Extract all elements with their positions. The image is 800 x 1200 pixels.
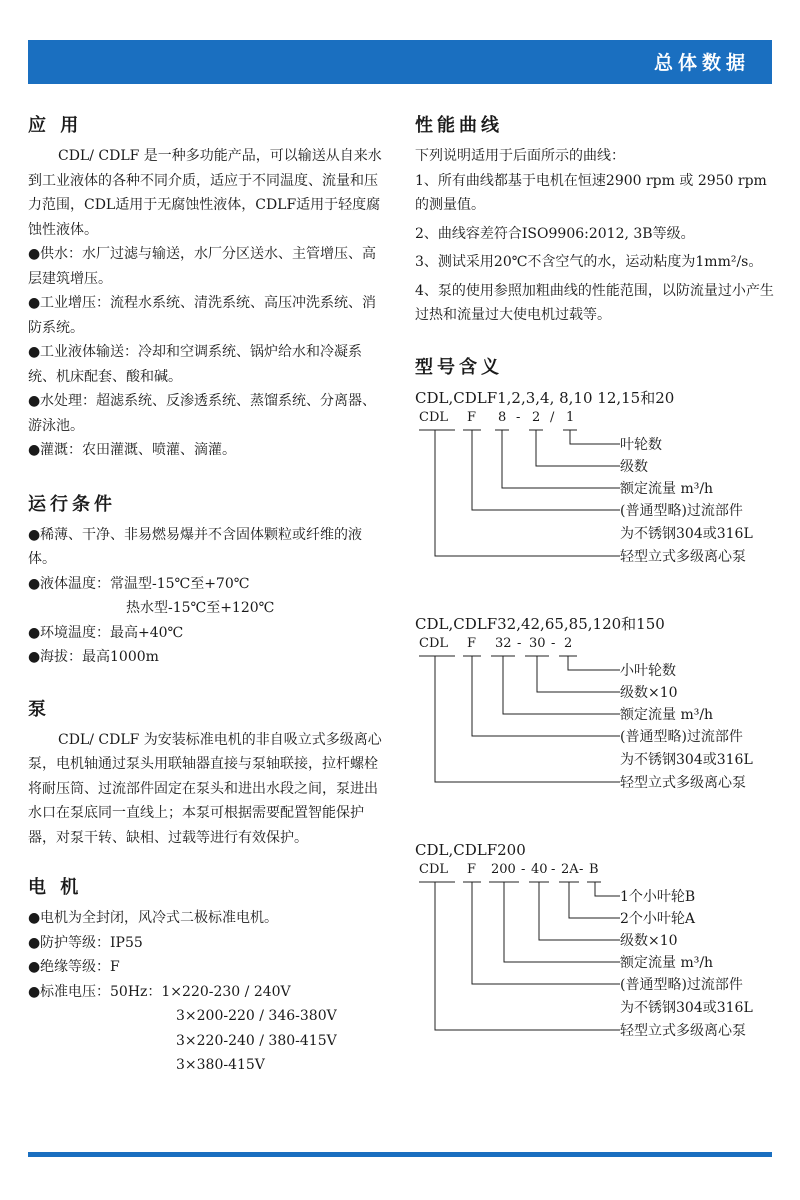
conditions-heading: 运行条件 [28,493,116,515]
code-segment: 40 [531,861,548,877]
bullet-icon: ● [28,624,41,641]
diagram-label: 为不锈钢304或316L [620,751,753,768]
list-item: ●环境温度：最高+40℃ [28,621,388,646]
list-item: ●绝缘等级：F [28,955,388,980]
list-item: ●工业液体输送：冷却和空调系统、锅炉给水和冷凝系统、机床配套、酸和碱。 [28,340,388,389]
diagram-label: 小叶轮数 [620,662,676,679]
motor-heading: 电 机 [28,877,83,898]
diagram-label: 2个小叶轮A [620,910,696,927]
list-item: ●标准电压：50Hz：1×220-230 / 240V [28,980,388,1005]
list-item: ●供水：水厂过滤与输送，水厂分区送水、主管增压、高层建筑增压。 [28,242,388,291]
diagram-label: 额定流量 m³/h [620,480,714,497]
model-subheading: CDL,CDLF1,2,3,4, 8,10 12,15和20 [415,388,675,407]
curves-heading: 性能曲线 [415,115,503,136]
footer-bar [28,1152,772,1157]
pump-heading: 泵 [28,698,50,720]
list-item: ●稀薄、干净、非易燃易爆并不含固体颗粒或纤维的液体。 [28,523,388,572]
diagram-label: 叶轮数 [620,436,662,453]
list-item: 热水型-15℃至+120℃ [126,600,275,616]
diagram-label: 轻型立式多级离心泵 [620,1022,746,1039]
code-segment: 32 [495,635,512,651]
bullet-icon: ● [28,526,41,543]
diagram-label: 为不锈钢304或316L [620,525,753,542]
code-segment: - [551,635,556,651]
list-item: ●工业增压：流程水系统、清洗系统、高压冲洗系统、消防系统。 [28,291,388,340]
list-item: ●水处理：超滤系统、反渗透系统、蒸馏系统、分离器、游泳池。 [28,389,388,438]
diagram-label: 级数 [620,458,648,475]
bullet-icon: ● [28,246,41,262]
bullet-icon: ● [28,393,41,409]
diagram-label: (普通型略)过流部件 [620,728,743,745]
bullet-icon: ● [28,983,41,1000]
left-column [28,112,388,1078]
code-segment: F [467,409,477,425]
list-item: ●灌溉：农田灌溉、喷灌、滴灌。 [28,438,388,463]
diagram-label: 级数×10 [620,684,678,701]
code-segment: - [517,635,522,651]
code-segment: CDL [419,861,449,877]
code-segment: CDL [419,635,449,651]
model-subheading: CDL,CDLF32,42,65,85,120和150 [415,614,665,633]
code-segment: 2 [532,409,541,425]
curves-intro: 下列说明适用于后面所示的曲线： [415,148,625,164]
application-intro: CDL/ CDLF 是一种多功能产品，可以输送从自来水到工业液体的各种不同介质，适应于不同温度、流量和压力范围，CDL适用于无腐蚀性液体，CDLF适用于轻度腐蚀性液体。 [28,148,382,238]
code-segment: CDL [419,409,449,425]
model-subheading: CDL,CDLF200 [415,840,526,859]
code-segment: 2 [564,635,573,651]
code-segment: 1 [566,409,575,425]
model-diagram-3 [415,862,775,1052]
curves-item: 2、曲线容差符合ISO9906:2012, 3B等级。 [415,225,695,242]
code-segment: - [516,409,521,425]
code-segment: - [521,861,526,877]
bullet-icon: ● [28,442,41,458]
list-item: ●海拔：最高1000m [28,645,388,670]
right-column [415,112,775,1052]
model-heading: 型号含义 [415,356,503,378]
bullet-icon: ● [28,344,41,360]
model-diagram-2 [415,636,775,804]
curves-item: 1、所有曲线都基于电机在恒速2900 rpm 或 2950 rpm的测量值。 [415,172,767,213]
list-item: 3×220-240 / 380-415V [176,1032,337,1049]
list-item: ●防护等级：IP55 [28,931,388,956]
curves-item: 4、泵的使用参照加粗曲线的性能范围，以防流量过小产生过热和流量过大使电机过载等。 [415,282,774,323]
bullet-icon: ● [28,649,41,665]
diagram-label: (普通型略)过流部件 [620,502,743,519]
code-segment: 30 [529,635,546,651]
bullet-icon: ● [28,910,41,926]
list-item: 3×380-415V [176,1057,265,1073]
list-item: ●液体温度：常温型-15℃至+70℃ [28,572,388,597]
diagram-label: 轻型立式多级离心泵 [620,548,746,565]
code-segment: / [550,409,555,425]
code-segment: F [467,635,477,651]
diagram-label: (普通型略)过流部件 [620,976,743,993]
code-segment: - [551,861,556,877]
conditions-list [28,523,388,670]
curves-item: 3、测试采用20℃不含空气的水，运动粘度为1mm²/s。 [415,254,763,270]
diagram-label: 轻型立式多级离心泵 [620,774,746,791]
list-item: ●电机为全封闭，风冷式二极标准电机。 [28,906,388,931]
model-diagram-1 [415,410,775,578]
diagram-label: 为不锈钢304或316L [620,999,753,1016]
diagram-label: 1个小叶轮B [620,888,696,905]
code-segment: - [579,861,584,877]
code-segment: 200 [491,861,516,877]
bullet-icon: ● [28,295,41,311]
header-bar [28,40,772,84]
application-heading: 应 用 [28,115,83,136]
code-segment: B [589,861,599,877]
bullet-icon: ● [28,934,41,951]
pump-text: CDL/ CDLF 为安装标准电机的非自吸立式多级离心泵，电机轴通过泵头用联轴器直接与泵轴联接，拉杆螺栓将耐压筒、过流部件固定在泵头和进出水段之间，泵进出水口在泵底同一直线上；本泵可根据需要配置智能保护器，对泵干转、缺相、过载等进行有效保护。 [28,731,382,846]
code-segment: 8 [498,409,507,425]
code-segment: F [467,861,477,877]
application-list [28,242,388,463]
diagram-label: 额定流量 m³/h [620,954,714,971]
bullet-icon: ● [28,959,41,975]
code-segment: 2A [561,861,579,877]
diagram-label: 额定流量 m³/h [620,706,714,723]
diagram-label: 级数×10 [620,932,678,949]
bullet-icon: ● [28,575,41,592]
motor-list [28,906,388,1078]
page-title: 总体数据 [653,52,750,74]
list-item: 3×200-220 / 346-380V [176,1008,337,1024]
